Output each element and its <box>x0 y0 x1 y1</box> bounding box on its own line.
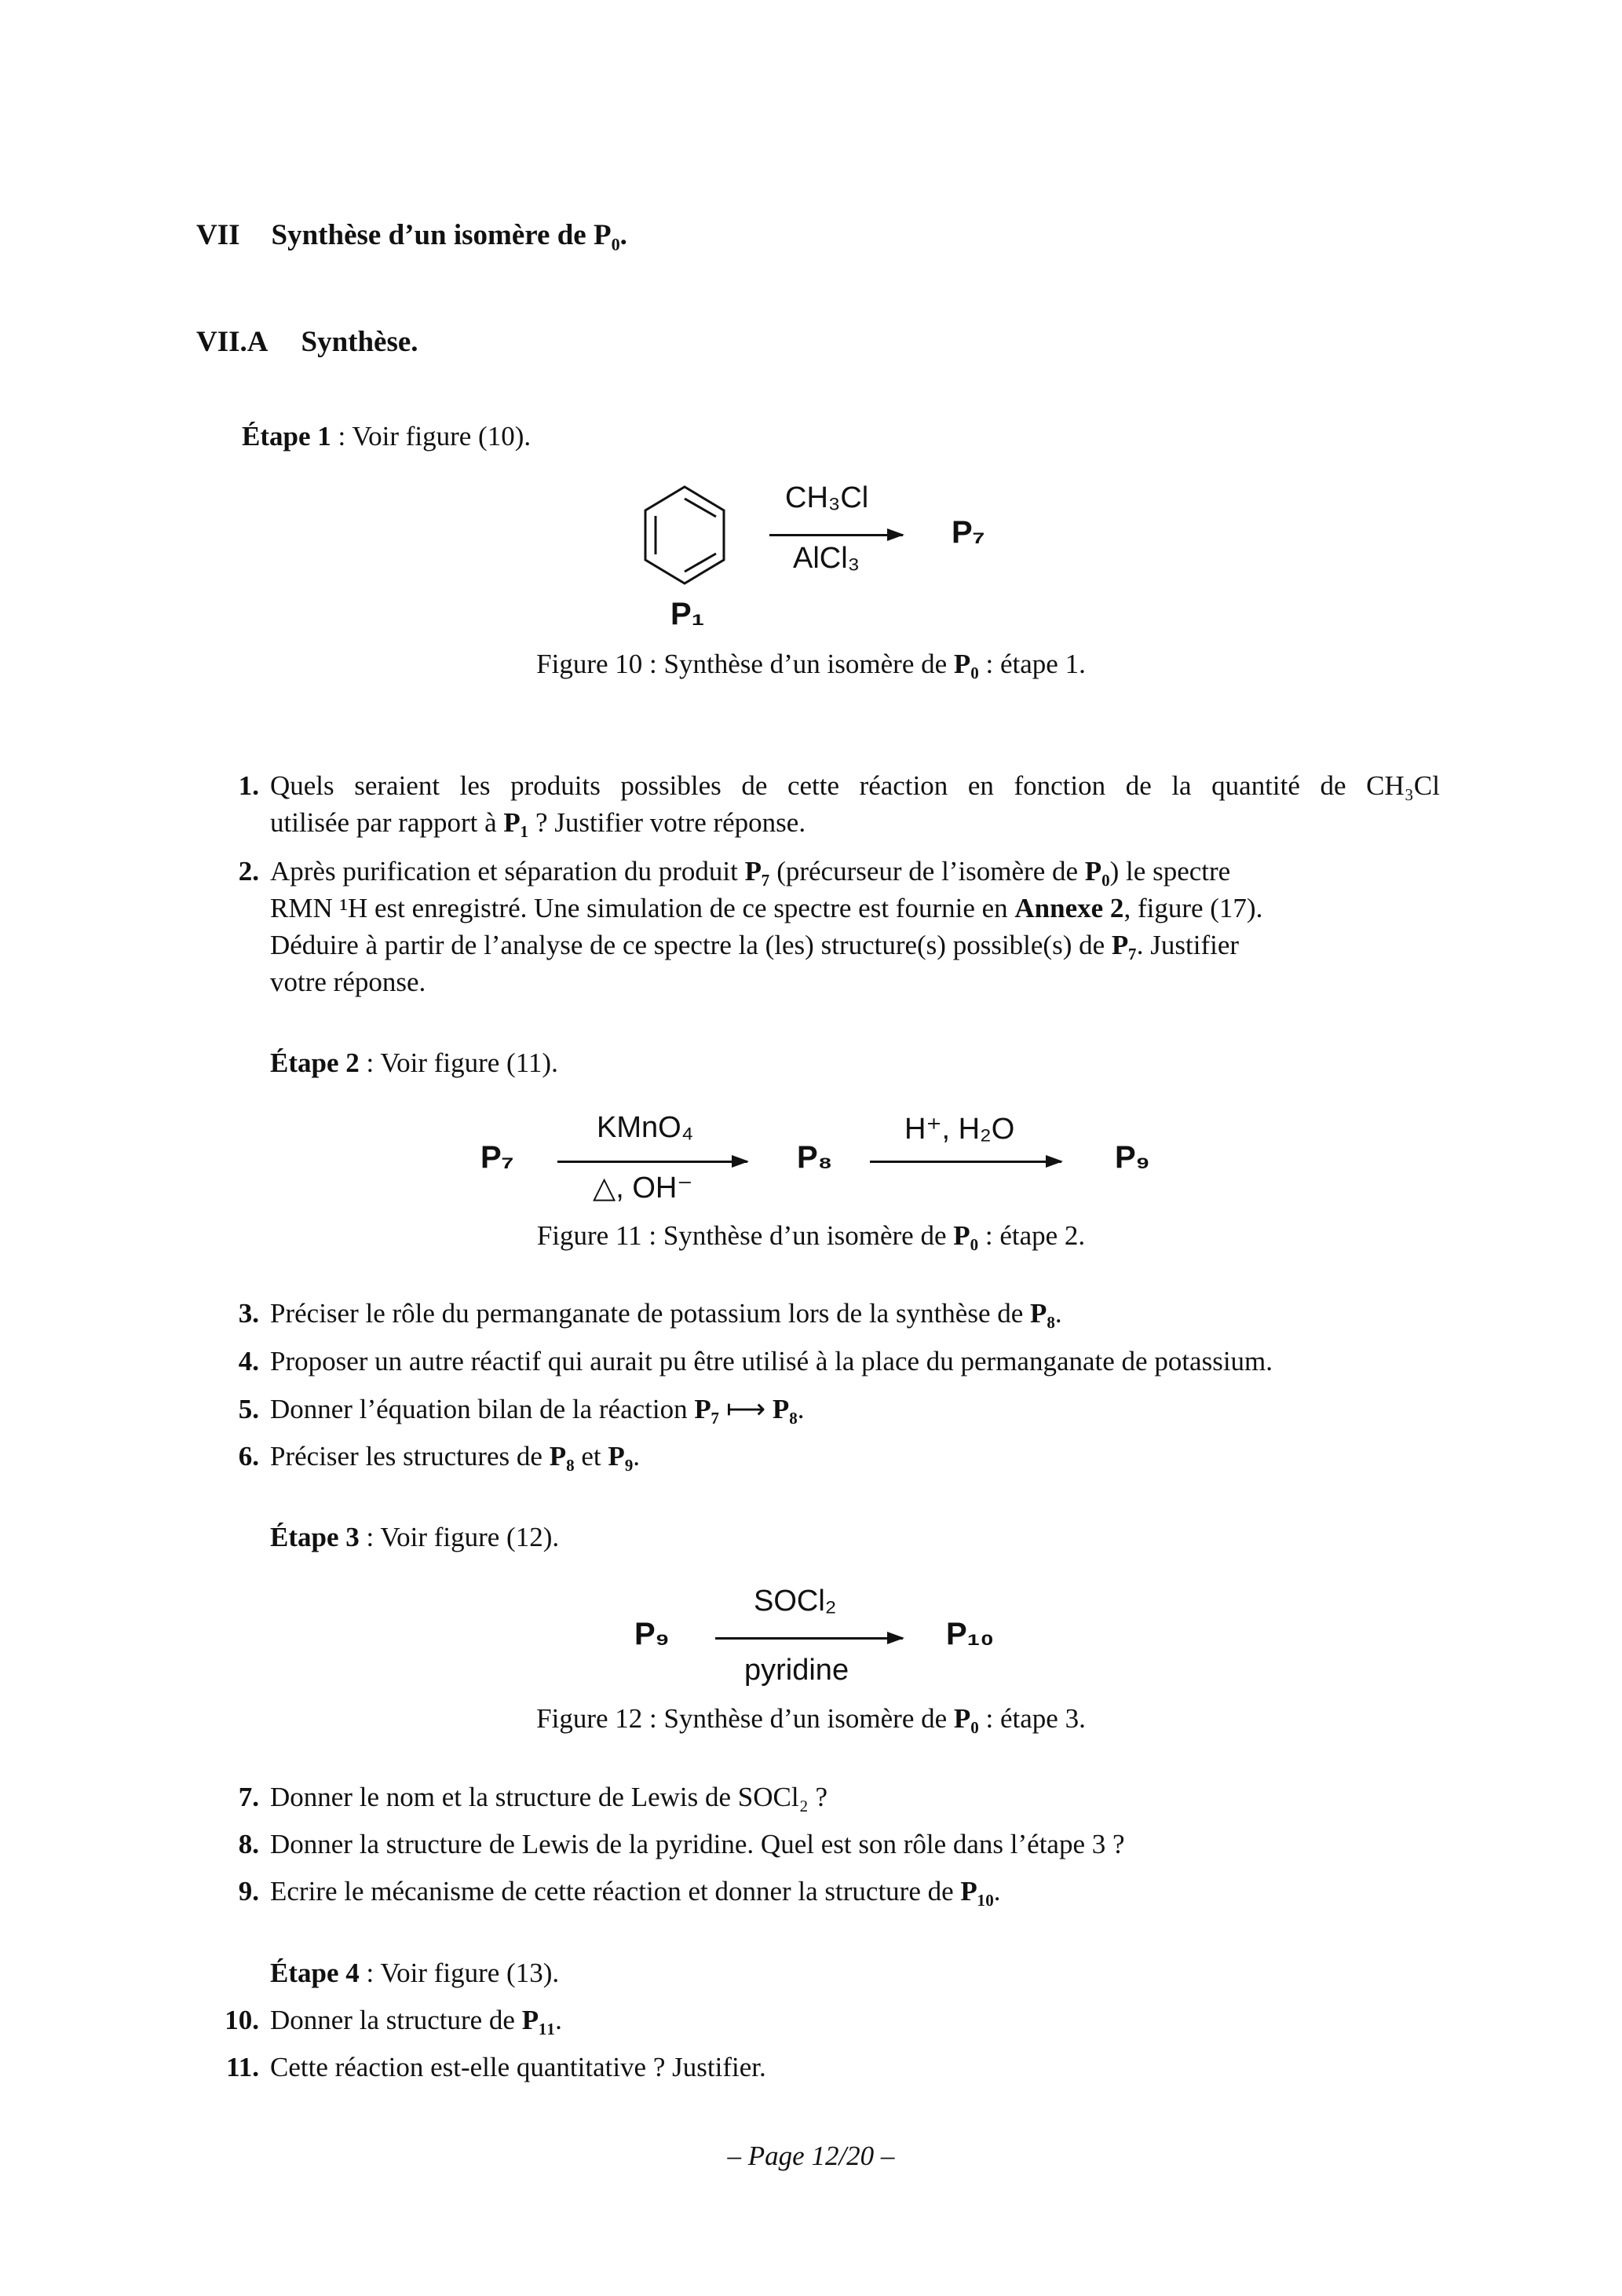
caption-p0: P₀ <box>953 649 979 679</box>
question-4: Proposer un autre réactif qui aurait pu être utilisé à la place du permanganate de potassium. <box>270 1346 1273 1377</box>
etape-label: Étape 2 <box>270 1047 360 1078</box>
compound: P₈ <box>1030 1298 1055 1329</box>
question-number: 6. <box>238 1441 259 1472</box>
compound: P₇ <box>1111 930 1137 960</box>
etape-text: : Voir figure (12). <box>359 1522 560 1552</box>
reaction-arrow <box>715 1637 903 1640</box>
question-number: 8. <box>238 1829 259 1859</box>
text: . <box>993 1876 1001 1907</box>
question-9 <box>270 1876 1440 1907</box>
text: ? Justifier votre réponse. <box>528 807 806 838</box>
caption-text: Figure 10 : Synthèse d’un isomère de <box>536 649 954 679</box>
etape-3 <box>270 1522 559 1553</box>
text: Donner la structure de <box>270 2005 522 2035</box>
text: Donner l’équation bilan de la réaction <box>270 1394 695 1424</box>
text: (précurseur de l’isomère de <box>769 856 1085 887</box>
text: Après purification et séparation du produit <box>270 856 745 887</box>
compound: P₁₁ <box>521 2005 556 2035</box>
question-2-line-1 <box>270 856 1440 887</box>
figure-10-caption <box>0 649 1622 680</box>
text: et <box>574 1441 608 1472</box>
question-number: 9. <box>238 1876 259 1907</box>
subsection-heading <box>196 325 418 359</box>
question-2-line-3 <box>270 930 1440 961</box>
compound: P₇ <box>744 856 770 887</box>
question-number: 7. <box>238 1782 259 1812</box>
question-3 <box>270 1298 1440 1329</box>
question-2-line-4: votre réponse. <box>270 967 426 997</box>
text: . Justifier <box>1136 930 1240 960</box>
etape-label: Étape 3 <box>270 1522 360 1552</box>
text: . <box>633 1441 640 1472</box>
reagent-ch3cl: CH₃Cl <box>785 481 869 514</box>
question-number: 4. <box>238 1346 259 1377</box>
compound-p10: P₁₀ <box>946 1617 995 1651</box>
section-number: VII <box>196 219 240 251</box>
maps-to-arrow: ⟼ <box>719 1394 773 1424</box>
text: . <box>555 2005 562 2035</box>
question-number: 2. <box>238 856 259 887</box>
question-10 <box>270 2005 1440 2036</box>
reagent-kmno4: KMnO₄ <box>597 1111 694 1144</box>
caption-text: Figure 11 : Synthèse d’un isomère de <box>536 1220 954 1251</box>
caption-text: : étape 1. <box>978 649 1086 679</box>
etape-label: Étape 1 <box>242 421 331 452</box>
reactant-p1: P₁ <box>670 597 705 631</box>
etape-label: Étape 4 <box>270 1958 360 1988</box>
page-number: – Page 12/20 – <box>727 2141 895 2171</box>
question-7: Donner le nom et la structure de Lewis de SOCl₂ ? <box>270 1782 828 1812</box>
caption-p0: P₀ <box>953 1703 979 1734</box>
section-heading <box>196 218 627 252</box>
etape-1 <box>242 421 531 452</box>
caption-text: : étape 2. <box>978 1220 1086 1251</box>
figure-11-caption <box>0 1220 1622 1252</box>
text: , figure (17). <box>1123 893 1263 923</box>
reagent-socl2: SOCl₂ <box>754 1585 837 1618</box>
question-number: 3. <box>238 1298 259 1329</box>
question-1-line-2 <box>270 807 1440 839</box>
caption-text: Figure 12 : Synthèse d’un isomère de <box>536 1703 954 1734</box>
compound-p8: P₈ <box>797 1140 833 1175</box>
question-8: Donner la structure de Lewis de la pyridine. Quel est son rôle dans l’étape 3 ? <box>270 1829 1125 1859</box>
text: RMN ¹H est enregistré. Une simulation de ce spectre est fournie en <box>270 893 1015 923</box>
figure-12-caption <box>0 1703 1622 1735</box>
question-2-line-2 <box>270 893 1440 924</box>
etape-4 <box>270 1958 559 1989</box>
compound-p7: P₇ <box>480 1140 514 1175</box>
annexe-ref: Annexe 2 <box>1014 893 1124 923</box>
reaction-arrow-1 <box>557 1161 747 1163</box>
compound: P₇ <box>694 1394 720 1424</box>
subsection-number: VII.A <box>196 326 269 358</box>
reaction-arrow <box>769 534 903 536</box>
question-number: 5. <box>238 1394 259 1424</box>
subsection-title: Synthèse. <box>301 326 418 358</box>
compound-p9: P₉ <box>634 1617 670 1651</box>
etape-2 <box>270 1047 558 1079</box>
etape-text: : Voir figure (10). <box>331 421 532 452</box>
reaction-arrow-2 <box>870 1161 1061 1163</box>
etape-text: : Voir figure (13). <box>359 1958 560 1988</box>
text: Préciser le rôle du permanganate de potassium lors de la synthèse de <box>270 1298 1031 1329</box>
text: . <box>1054 1298 1062 1329</box>
compound: P₈ <box>549 1441 575 1472</box>
benzene-structure <box>640 483 730 589</box>
question-1-line-1: Quels seraient les produits possibles de cette réaction en fonction de la quantité de CH₃Cl <box>270 770 1440 801</box>
compound: P₉ <box>608 1441 634 1472</box>
etape-text: : Voir figure (11). <box>359 1047 558 1078</box>
reagent-alcl3: AlCl₃ <box>793 542 860 575</box>
compound: P₈ <box>772 1394 798 1424</box>
product-p7: P₇ <box>952 515 985 550</box>
reagent-pyridine: pyridine <box>744 1654 849 1687</box>
compound-p9: P₉ <box>1115 1140 1150 1175</box>
text: Ecrire le mécanisme de cette réaction et donner la structure de <box>270 1876 961 1907</box>
question-number: 1. <box>238 770 259 801</box>
question-11: Cette réaction est-elle quantitative ? Justifier. <box>270 2052 766 2082</box>
caption-p0: P₀ <box>953 1220 979 1251</box>
caption-text: : étape 3. <box>978 1703 1086 1734</box>
text: Déduire à partir de l’analyse de ce spectre la (les) structure(s) possible(s) de <box>270 930 1112 960</box>
compound: P₁₀ <box>960 1876 994 1907</box>
section-title: Synthèse d’un isomère de P₀. <box>271 219 627 251</box>
compound: P₁ <box>503 807 529 838</box>
question-5 <box>270 1394 1440 1425</box>
text: utilisée par rapport à <box>270 807 504 838</box>
compound: P₀ <box>1084 856 1110 887</box>
question-6 <box>270 1441 1440 1472</box>
question-number: 10. <box>225 2005 259 2035</box>
question-number: 11. <box>226 2052 259 2082</box>
text: Préciser les structures de <box>270 1441 550 1472</box>
text: ) le spectre <box>1109 856 1231 887</box>
text: . <box>797 1394 805 1424</box>
reagent-heat-oh: △, OH⁻ <box>593 1172 693 1205</box>
reagent-h-h2o: H⁺, H₂O <box>904 1113 1015 1146</box>
